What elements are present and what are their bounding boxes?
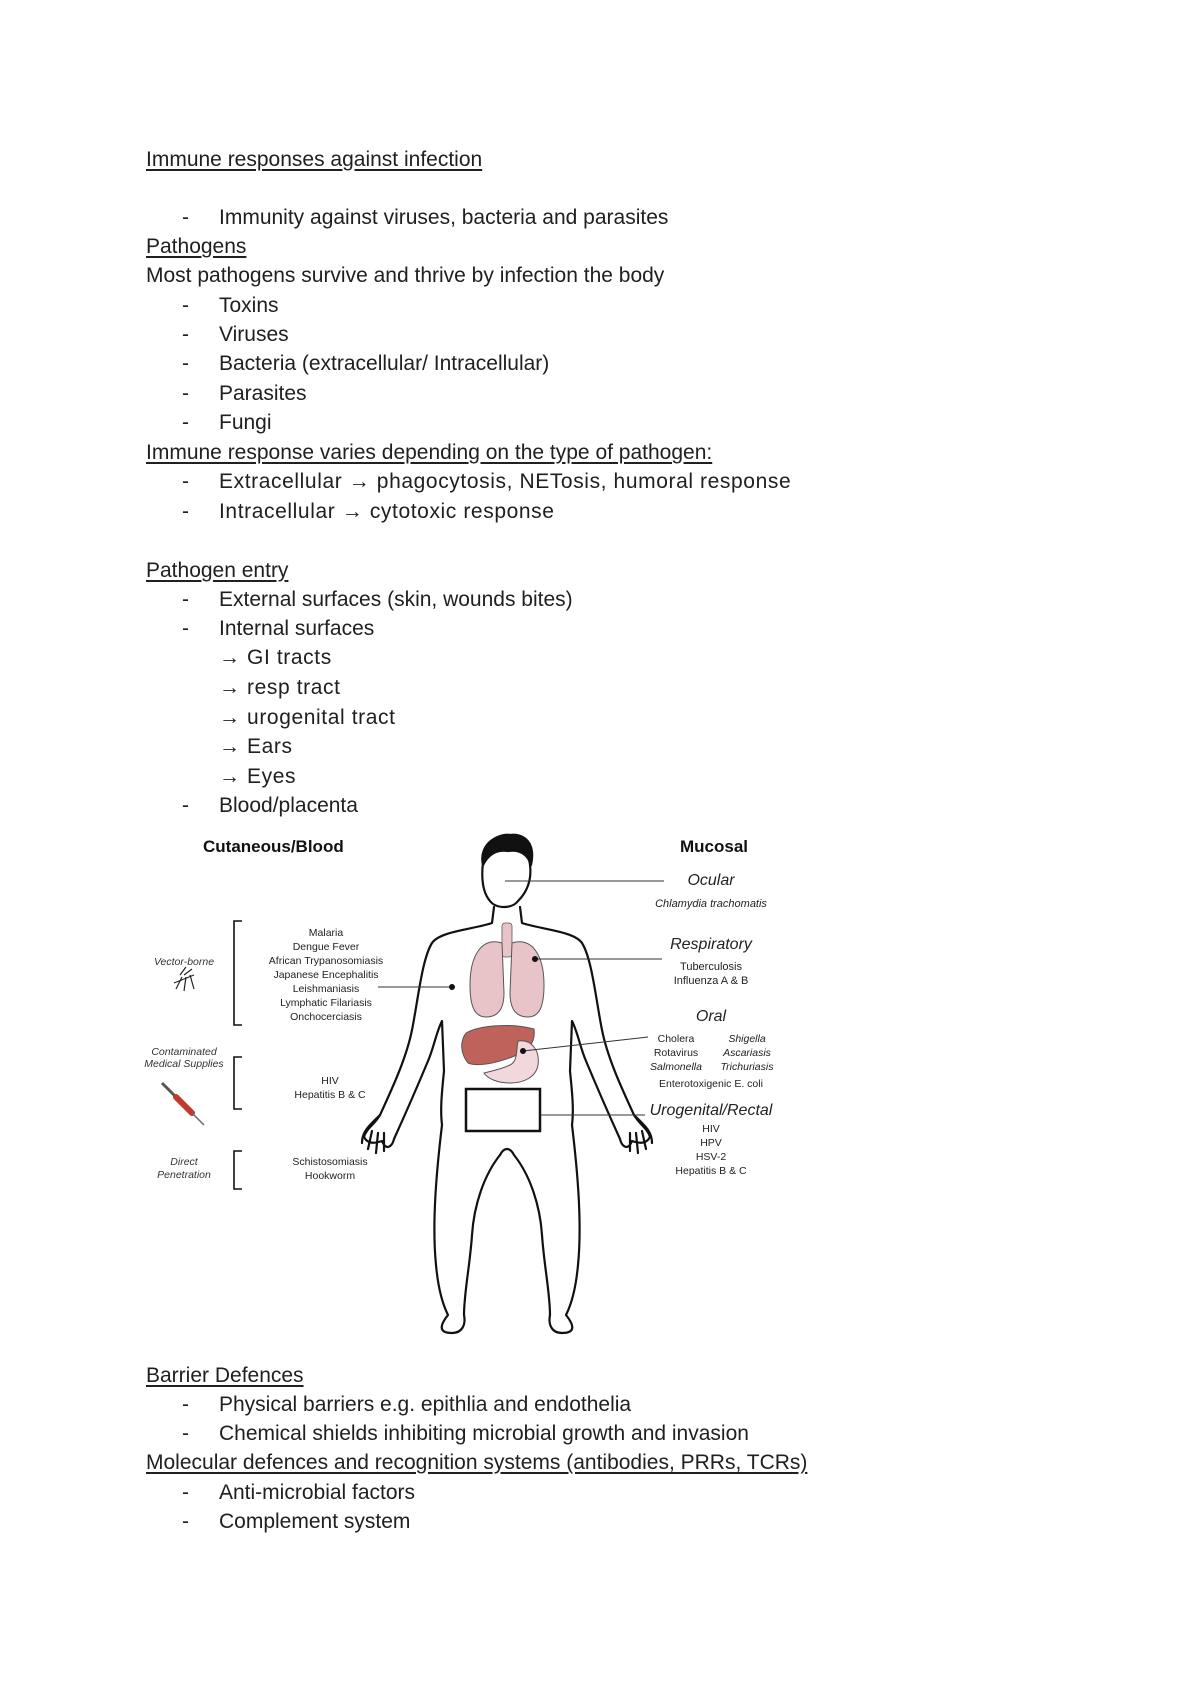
bullet-text: Fungi bbox=[219, 411, 272, 434]
bullet-dash: - bbox=[182, 294, 189, 317]
bullet-dash: - bbox=[182, 470, 190, 493]
arrow-icon: → bbox=[219, 765, 241, 788]
pathogen-entry-figure bbox=[140, 825, 800, 1350]
bullet-dash: - bbox=[182, 794, 189, 817]
vector-disease: Dengue Fever bbox=[292, 941, 360, 953]
syringe-icon bbox=[162, 1083, 204, 1125]
urogenital-label: Urogenital/Rectal bbox=[649, 1102, 773, 1119]
urogenital-disease: HIV bbox=[702, 1123, 720, 1135]
arrow-icon: → bbox=[219, 646, 241, 669]
urogenital-disease: HSV-2 bbox=[695, 1151, 727, 1163]
bullet-text: Anti-microbial factors bbox=[219, 1481, 416, 1504]
contaminated-label-1: Contaminated bbox=[151, 1046, 217, 1058]
vector-disease: Lymphatic Filariasis bbox=[280, 997, 372, 1009]
bullet-dash: - bbox=[182, 323, 189, 346]
page-title: Immune responses against infection bbox=[146, 148, 483, 171]
bullet-dash: - bbox=[182, 382, 189, 405]
direct-disease: Hookworm bbox=[304, 1170, 356, 1182]
entry-sub-item bbox=[219, 645, 332, 671]
bullet-text: Immunity against viruses, bacteria and parasites bbox=[219, 206, 669, 229]
vector-dot bbox=[449, 984, 455, 990]
sub-item-text: GI tracts bbox=[247, 646, 332, 669]
right-lung bbox=[510, 942, 544, 1017]
respiratory-label: Respiratory bbox=[670, 936, 752, 953]
bullet-dash: - bbox=[182, 1481, 189, 1504]
bullet-text: Extracellular → phagocytosis, NETosis, humoral response bbox=[219, 470, 792, 493]
bullet-dash: - bbox=[182, 1422, 189, 1445]
entry-sub-item bbox=[219, 734, 293, 760]
respiratory-disease: Influenza A & B bbox=[673, 975, 749, 987]
entry-sub-item bbox=[219, 705, 396, 731]
ocular-label: Ocular bbox=[687, 872, 735, 889]
bullet-dash: - bbox=[182, 352, 189, 375]
vector-bracket bbox=[234, 921, 242, 1025]
oral-disease: Shigella bbox=[728, 1033, 766, 1045]
barrier-heading: Barrier Defences bbox=[146, 1364, 304, 1387]
contaminated-disease: Hepatitis B & C bbox=[294, 1089, 366, 1101]
brackets bbox=[234, 921, 242, 1189]
vector-disease: Onchocerciasis bbox=[290, 1011, 362, 1023]
bullet-text: Viruses bbox=[219, 323, 289, 346]
pathogens-heading: Pathogens bbox=[146, 235, 247, 258]
bullet-dash: - bbox=[182, 1393, 189, 1416]
bullet-text: Parasites bbox=[219, 382, 307, 405]
direct-label-1: Direct bbox=[170, 1156, 198, 1168]
sub-item-text: Ears bbox=[247, 735, 293, 758]
bullet-dash: - bbox=[182, 206, 189, 229]
respiratory-dot bbox=[532, 956, 538, 962]
oral-disease: Ascariasis bbox=[723, 1047, 771, 1059]
urogenital-disease: HPV bbox=[700, 1137, 722, 1149]
sub-item-text: resp tract bbox=[247, 676, 341, 699]
contaminated-label-2: Medical Supplies bbox=[144, 1058, 224, 1070]
bullet-dash: - bbox=[182, 617, 189, 640]
bullet-dash: - bbox=[182, 1510, 189, 1533]
entry-sub-item bbox=[219, 675, 341, 701]
human-body-outline bbox=[362, 835, 652, 1333]
bullet-text: Internal surfaces bbox=[219, 617, 375, 640]
bullet-text: Toxins bbox=[219, 294, 279, 317]
bullet-dash: - bbox=[182, 411, 189, 434]
urogenital-box bbox=[466, 1089, 540, 1131]
response-heading: Immune response varies depending on the type of pathogen: bbox=[146, 441, 713, 464]
ocular-disease: Chlamydia trachomatis bbox=[655, 898, 767, 910]
molecular-heading: Molecular defences and recognition systems (antibodies, PRRs, TCRs) bbox=[146, 1451, 808, 1474]
hair bbox=[482, 835, 532, 865]
oral-disease: Enterotoxigenic E. coli bbox=[659, 1078, 763, 1090]
left-lung bbox=[470, 942, 504, 1017]
bullet-text: Intracellular → cytotoxic response bbox=[219, 500, 555, 523]
arrow-icon: → bbox=[219, 735, 241, 758]
bullet-text: Physical barriers e.g. epithlia and endothelia bbox=[219, 1393, 632, 1416]
sub-item-text: urogenital tract bbox=[247, 706, 396, 729]
bullet-dash: - bbox=[182, 500, 190, 523]
bullet-text: Blood/placenta bbox=[219, 794, 358, 817]
organs bbox=[462, 923, 544, 1131]
arrow-icon: → bbox=[219, 676, 241, 699]
sub-item-text: Eyes bbox=[247, 765, 297, 788]
oral-dot bbox=[520, 1048, 526, 1054]
arrow-icon: → bbox=[219, 706, 241, 729]
direct-disease: Schistosomiasis bbox=[292, 1156, 368, 1168]
urogenital-disease: Hepatitis B & C bbox=[675, 1165, 747, 1177]
vector-label: Vector-borne bbox=[153, 956, 215, 968]
bullet-text: External surfaces (skin, wounds bites) bbox=[219, 588, 573, 611]
oral-label: Oral bbox=[695, 1008, 727, 1025]
bullet-text: Complement system bbox=[219, 1510, 411, 1533]
contaminated-disease: HIV bbox=[321, 1075, 339, 1087]
figure-left-header: Cutaneous/Blood bbox=[203, 837, 344, 856]
direct-label-2: Penetration bbox=[157, 1169, 211, 1181]
oral-disease: Cholera bbox=[657, 1033, 695, 1045]
vector-disease: Malaria bbox=[308, 927, 344, 939]
oral-disease: Rotavirus bbox=[653, 1047, 699, 1059]
oral-disease: Trichuriasis bbox=[720, 1061, 774, 1073]
entry-heading: Pathogen entry bbox=[146, 559, 289, 582]
bullet-text: Bacteria (extracellular/ Intracellular) bbox=[219, 352, 550, 375]
figure-right-header: Mucosal bbox=[680, 837, 749, 856]
direct-bracket bbox=[234, 1151, 242, 1189]
trachea bbox=[502, 923, 512, 957]
mosquito-icon bbox=[174, 967, 194, 991]
vector-disease: Japanese Encephalitis bbox=[273, 969, 379, 981]
oral-leader bbox=[523, 1037, 648, 1051]
oral-disease: Salmonella bbox=[650, 1061, 702, 1073]
pathogens-lead: Most pathogens survive and thrive by infection the body bbox=[146, 264, 665, 287]
vector-disease: Leishmaniasis bbox=[292, 983, 360, 995]
bullet-dash: - bbox=[182, 588, 189, 611]
vector-disease: African Trypanosomiasis bbox=[268, 955, 384, 967]
contaminated-bracket bbox=[234, 1057, 242, 1109]
entry-sub-item bbox=[219, 764, 296, 790]
bullet-text: Chemical shields inhibiting microbial growth and invasion bbox=[219, 1422, 749, 1445]
respiratory-disease: Tuberculosis bbox=[680, 961, 742, 973]
